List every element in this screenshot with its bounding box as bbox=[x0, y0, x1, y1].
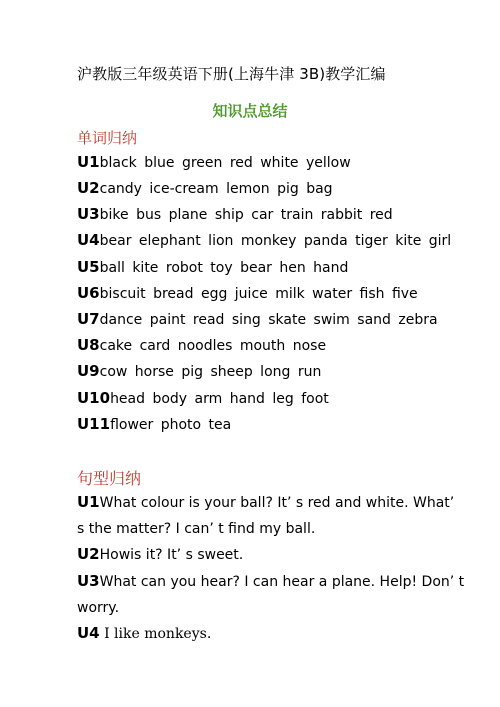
vocab-row bbox=[77, 389, 329, 408]
vocab-row bbox=[77, 310, 438, 329]
unit-label: U1 bbox=[77, 153, 100, 171]
vocab-words: bike bus plane ship car train rabbit red bbox=[99, 207, 393, 223]
unit-label: U9 bbox=[77, 362, 100, 380]
vocab-row bbox=[77, 153, 351, 172]
sentence-row-continuation bbox=[77, 519, 315, 538]
sentence-section-heading: 句型归纳 bbox=[77, 469, 142, 488]
vocab-row bbox=[77, 415, 231, 434]
sentence-text: worry. bbox=[77, 600, 120, 616]
vocab-words: bear elephant lion monkey panda tiger kite girl bbox=[99, 233, 452, 249]
unit-label: U5 bbox=[77, 258, 100, 276]
vocab-words: cow horse pig sheep long run bbox=[99, 364, 322, 380]
vocab-row bbox=[77, 362, 321, 381]
document-title: 沪教版三年级英语下册(上海牛津 3B)教学汇编 bbox=[77, 65, 386, 83]
vocab-words: black blue green red white yellow bbox=[99, 155, 351, 171]
vocab-words: biscuit bread egg juice milk water fish five bbox=[99, 286, 418, 302]
sentence-row bbox=[77, 493, 454, 512]
vocab-words: flower photo tea bbox=[110, 417, 232, 433]
vocab-words: candy ice-cream lemon pig bag bbox=[99, 181, 333, 197]
unit-label: U4 bbox=[77, 624, 100, 642]
vocab-section-heading: 单词归纳 bbox=[77, 129, 138, 147]
vocab-words: ball kite robot toy bear hen hand bbox=[99, 260, 349, 276]
unit-label: U6 bbox=[77, 284, 100, 302]
unit-label: U1 bbox=[77, 493, 100, 511]
unit-label: U11 bbox=[77, 415, 111, 433]
sentence-text: What colour is your ball? It’ s red and white. What’ bbox=[99, 495, 455, 511]
vocab-words: dance paint read sing skate swim sand zebra bbox=[99, 312, 438, 328]
unit-label: U2 bbox=[77, 179, 100, 197]
vocab-row bbox=[77, 284, 418, 303]
sentence-row bbox=[77, 624, 211, 643]
unit-label: U2 bbox=[77, 545, 100, 563]
vocab-row bbox=[77, 205, 393, 224]
sentence-text: I like monkeys. bbox=[99, 626, 212, 642]
unit-label: U4 bbox=[77, 231, 100, 249]
sentence-row bbox=[77, 572, 464, 591]
unit-label: U7 bbox=[77, 310, 100, 328]
unit-label: U8 bbox=[77, 336, 100, 354]
summary-heading: 知识点总结 bbox=[212, 102, 288, 120]
vocab-row bbox=[77, 336, 326, 355]
sentence-text: s the matter? I can’ t find my ball. bbox=[77, 521, 316, 537]
unit-label: U10 bbox=[77, 389, 111, 407]
vocab-words: cake card noodles mouth nose bbox=[99, 338, 327, 354]
vocab-row bbox=[77, 258, 348, 277]
vocab-row bbox=[77, 231, 451, 250]
sentence-text: Howis it? It’ s sweet. bbox=[99, 547, 244, 563]
unit-label: U3 bbox=[77, 205, 100, 223]
sentence-row-continuation bbox=[77, 598, 119, 617]
unit-label: U3 bbox=[77, 572, 100, 590]
vocab-words: head body arm hand leg foot bbox=[110, 391, 329, 407]
sentence-text: What can you hear? I can hear a plane. Help! Don’ t bbox=[99, 574, 465, 590]
vocab-row bbox=[77, 179, 333, 198]
sentence-row bbox=[77, 545, 243, 564]
